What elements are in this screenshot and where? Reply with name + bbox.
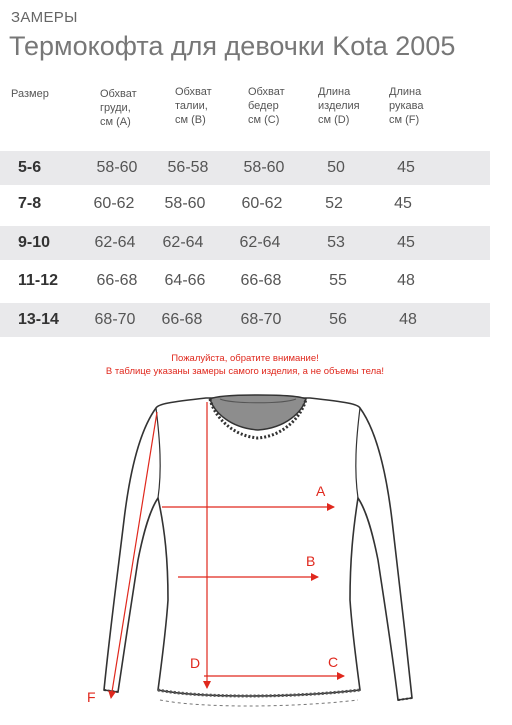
size-cell: 7-8 bbox=[18, 195, 42, 212]
size-cell: 5-6 bbox=[18, 159, 42, 176]
sleeve-cell: 45 bbox=[397, 234, 415, 251]
waist-cell: 58-60 bbox=[164, 195, 206, 212]
header-hips-line-1: Обхват bbox=[248, 86, 285, 98]
sleeve-cell: 48 bbox=[397, 272, 415, 289]
header-length-line-2: изделия bbox=[318, 100, 360, 112]
label-b: B bbox=[306, 553, 316, 569]
hips-cell: 66-68 bbox=[240, 272, 282, 289]
header-waist-line-3: см (B) bbox=[175, 114, 206, 126]
page-title: Термокофта для девочки Kota 2005 bbox=[9, 31, 456, 61]
hem-lace-bottom bbox=[160, 700, 358, 706]
header-waist-line-2: талии, bbox=[175, 100, 208, 112]
length-cell: 53 bbox=[327, 234, 345, 251]
notice-line-2: В таблице указаны замеры самого изделия, а не объемы тела! bbox=[105, 366, 385, 377]
header-hips-line-3: см (C) bbox=[248, 114, 280, 126]
header-sleeve-line-1: Длина bbox=[389, 86, 422, 98]
chest-cell: 62-64 bbox=[94, 234, 136, 251]
label-f: F bbox=[87, 689, 96, 705]
hips-cell: 68-70 bbox=[240, 311, 282, 328]
chest-cell: 60-62 bbox=[93, 195, 135, 212]
waist-cell: 62-64 bbox=[162, 234, 204, 251]
header-length-line-3: см (D) bbox=[318, 114, 350, 126]
label-a: A bbox=[316, 483, 326, 499]
length-cell: 55 bbox=[329, 272, 347, 289]
waist-cell: 66-68 bbox=[161, 311, 203, 328]
length-cell: 52 bbox=[325, 195, 343, 212]
notice-line-1: Пожалуйста, обратите внимание! bbox=[171, 353, 319, 364]
waist-cell: 56-58 bbox=[167, 159, 209, 176]
header-sleeve-line-2: рукава bbox=[389, 100, 424, 112]
chest-cell: 58-60 bbox=[96, 159, 138, 176]
sleeve-cell: 45 bbox=[394, 195, 412, 212]
size-cell: 9-10 bbox=[18, 234, 51, 251]
chest-cell: 66-68 bbox=[96, 272, 138, 289]
length-cell: 56 bbox=[329, 311, 347, 328]
hips-cell: 62-64 bbox=[239, 234, 281, 251]
header-length-line-1: Длина bbox=[318, 86, 351, 98]
waist-cell: 64-66 bbox=[164, 272, 206, 289]
size-cell: 11-12 bbox=[18, 272, 59, 289]
header-size-line: Размер bbox=[11, 88, 49, 100]
hips-cell: 60-62 bbox=[241, 195, 283, 212]
section-label: ЗАМЕРЫ bbox=[11, 9, 78, 26]
header-chest-line-3: см (A) bbox=[100, 116, 131, 128]
measure-f-line bbox=[111, 412, 157, 698]
header-hips-line-2: бедер bbox=[248, 100, 279, 112]
sleeve-cell: 45 bbox=[397, 159, 415, 176]
chest-cell: 68-70 bbox=[94, 311, 136, 328]
header-waist-line-1: Обхват bbox=[175, 86, 212, 98]
header-chest-line-1: Обхват bbox=[100, 88, 137, 100]
garment-outline bbox=[104, 398, 412, 700]
size-cell: 13-14 bbox=[18, 311, 59, 328]
header-chest-line-2: груди, bbox=[100, 102, 131, 114]
length-cell: 50 bbox=[327, 159, 345, 176]
hips-cell: 58-60 bbox=[243, 159, 285, 176]
sleeve-cell: 48 bbox=[399, 311, 417, 328]
header-sleeve-line-3: см (F) bbox=[389, 114, 420, 126]
label-c: C bbox=[328, 654, 339, 670]
label-d: D bbox=[190, 655, 201, 671]
